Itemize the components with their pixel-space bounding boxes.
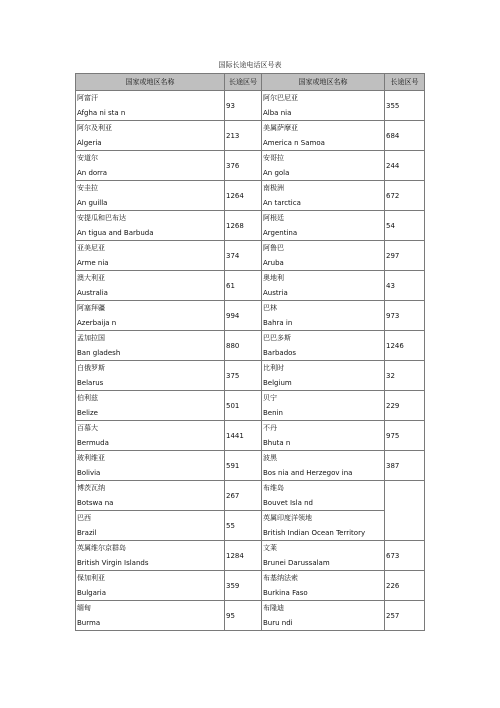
dialing-code: 374 — [225, 241, 262, 271]
dialing-code: 591 — [225, 451, 262, 481]
country-name-en: British Indian Ocean Territory — [263, 528, 366, 537]
dialing-code: 244 — [385, 151, 425, 181]
country-cell — [76, 601, 225, 631]
dialing-code: 973 — [385, 301, 425, 331]
country-cell — [76, 541, 225, 571]
country-name-en: Alba nia — [263, 108, 292, 117]
country-name-cn: 阿尔巴尼亚 — [263, 93, 298, 102]
dialing-code: 95 — [225, 601, 262, 631]
dialing-code: 684 — [385, 121, 425, 151]
country-name-en: Austria — [263, 288, 288, 297]
country-name-cn: 巴林 — [263, 303, 277, 312]
country-name-cn: 白俄罗斯 — [77, 363, 105, 372]
country-name-cn: 英属印度洋领地 — [263, 513, 312, 522]
dialing-code: 1284 — [225, 541, 262, 571]
table-row — [76, 421, 425, 451]
country-cell — [76, 391, 225, 421]
country-cell — [262, 421, 385, 451]
table-row — [76, 571, 425, 601]
country-name-en: Australia — [77, 288, 108, 297]
table-row — [76, 301, 425, 331]
country-name-cn: 孟加拉国 — [77, 333, 105, 342]
dialing-code: 355 — [385, 91, 425, 121]
header-country-right: 国家或地区名称 — [262, 74, 385, 91]
table-row — [76, 541, 425, 571]
table-row — [76, 121, 425, 151]
country-name-en: Bos nia and Herzegov ina — [263, 468, 353, 477]
country-cell — [76, 271, 225, 301]
country-name-en: Burma — [77, 618, 101, 627]
country-name-cn: 美属萨摩亚 — [263, 123, 298, 132]
country-name-en: Bhuta n — [263, 438, 291, 447]
country-name-cn: 巴巴多斯 — [263, 333, 291, 342]
dialing-code: 32 — [385, 361, 425, 391]
table-row — [76, 451, 425, 481]
country-cell — [262, 271, 385, 301]
country-name-cn: 文莱 — [263, 543, 277, 552]
country-name-en: Belarus — [77, 378, 104, 387]
table-title: 国际长途电话区号表 — [218, 61, 282, 69]
country-name-en: America n Samoa — [263, 138, 325, 147]
table-row — [76, 601, 425, 631]
country-name-cn: 安哥拉 — [263, 153, 284, 162]
country-name-cn: 澳大利亚 — [77, 273, 105, 282]
country-name-cn: 不丹 — [263, 423, 277, 432]
country-name-cn: 安提瓜和巴布达 — [77, 213, 126, 222]
country-name-cn: 缅甸 — [77, 603, 91, 612]
country-cell — [76, 301, 225, 331]
country-name-cn: 百慕大 — [77, 423, 98, 432]
country-cell — [262, 391, 385, 421]
dialing-code: 975 — [385, 421, 425, 451]
country-name-cn: 安道尔 — [77, 153, 98, 162]
country-name-cn: 玻利维亚 — [77, 453, 105, 462]
country-cell — [262, 331, 385, 361]
country-name-cn: 波黑 — [263, 453, 277, 462]
country-cell — [262, 451, 385, 481]
header-country-left: 国家或地区名称 — [76, 74, 225, 91]
country-name-cn: 博茨瓦纳 — [77, 483, 105, 492]
dialing-code: 93 — [225, 91, 262, 121]
dialing-code: 376 — [225, 151, 262, 181]
dialing-code: 673 — [385, 541, 425, 571]
country-name-cn: 阿鲁巴 — [263, 243, 284, 252]
dialing-code: 994 — [225, 301, 262, 331]
dialing-code: 1246 — [385, 331, 425, 361]
country-name-en: Brazil — [77, 528, 97, 537]
country-cell — [76, 361, 225, 391]
dialing-code: 229 — [385, 391, 425, 421]
header-code-right: 长途区号 — [385, 74, 425, 91]
country-name-en: An tarctica — [263, 198, 301, 207]
country-cell — [262, 361, 385, 391]
country-name-en: An tigua and Barbuda — [77, 228, 154, 237]
country-cell — [76, 481, 225, 511]
country-cell — [262, 91, 385, 121]
country-cell — [76, 211, 225, 241]
table-body — [76, 91, 425, 631]
country-name-cn: 巴西 — [77, 513, 91, 522]
country-name-en: An gola — [263, 168, 290, 177]
dialing-code: 501 — [225, 391, 262, 421]
country-name-en: Argentina — [263, 228, 298, 237]
country-name-cn: 贝宁 — [263, 393, 277, 402]
dialing-code: 55 — [225, 511, 262, 541]
dialing-code: 54 — [385, 211, 425, 241]
country-name-cn: 亚美尼亚 — [77, 243, 105, 252]
table-row — [76, 331, 425, 361]
country-name-cn: 比利时 — [263, 363, 284, 372]
country-name-cn: 南极洲 — [263, 183, 284, 192]
country-name-en: Brunei Darussalam — [263, 558, 330, 567]
country-name-en: Bahra in — [263, 318, 293, 327]
country-cell — [262, 181, 385, 211]
country-name-en: Bouvet Isla nd — [263, 498, 313, 507]
table-row — [76, 481, 425, 511]
dialing-code: 387 — [385, 451, 425, 481]
country-name-en: Algeria — [77, 138, 102, 147]
country-name-cn: 布维岛 — [263, 483, 284, 492]
table-row — [76, 361, 425, 391]
country-name-en: Botswa na — [77, 498, 114, 507]
dialing-code: 880 — [225, 331, 262, 361]
table-row — [76, 391, 425, 421]
dialing-code: 359 — [225, 571, 262, 601]
country-cell — [262, 541, 385, 571]
country-name-en: Belgium — [263, 378, 292, 387]
country-name-en: Burkina Faso — [263, 588, 308, 597]
country-name-cn: 保加利亚 — [77, 573, 105, 582]
country-cell — [262, 301, 385, 331]
dialing-code: 375 — [225, 361, 262, 391]
country-name-cn: 英属维尔京群岛 — [77, 543, 126, 552]
country-name-en: Arme nia — [77, 258, 109, 267]
country-name-cn: 布基纳法索 — [263, 573, 298, 582]
country-name-en: Azerbaija n — [77, 318, 117, 327]
country-name-en: Ban gladesh — [77, 348, 121, 357]
country-name-en: British Virgin Islands — [77, 558, 149, 567]
country-cell — [76, 511, 225, 541]
country-cell — [76, 421, 225, 451]
dialing-code-table — [75, 73, 425, 631]
table-row — [76, 511, 425, 541]
country-name-cn: 布隆迪 — [263, 603, 284, 612]
country-cell — [262, 511, 385, 541]
country-name-en: Benin — [263, 408, 283, 417]
country-name-en: An guilla — [77, 198, 108, 207]
header-row — [76, 74, 425, 91]
country-name-en: Afgha ni sta n — [77, 108, 126, 117]
dialing-code-empty — [385, 481, 425, 541]
country-cell — [76, 91, 225, 121]
country-name-en: Barbados — [263, 348, 297, 357]
table-row — [76, 181, 425, 211]
country-cell — [262, 601, 385, 631]
dialing-code: 213 — [225, 121, 262, 151]
country-cell — [76, 151, 225, 181]
dialing-code: 1264 — [225, 181, 262, 211]
table-row — [76, 241, 425, 271]
dialing-code: 267 — [225, 481, 262, 511]
country-cell — [76, 181, 225, 211]
country-name-cn: 阿根廷 — [263, 213, 284, 222]
table-row — [76, 271, 425, 301]
country-name-cn: 奥地利 — [263, 273, 284, 282]
dialing-code: 43 — [385, 271, 425, 301]
dialing-code: 297 — [385, 241, 425, 271]
country-name-en: Aruba — [263, 258, 284, 267]
table-row — [76, 151, 425, 181]
country-cell — [262, 151, 385, 181]
country-name-en: Bulgaria — [77, 588, 107, 597]
country-cell — [76, 241, 225, 271]
dialing-code: 226 — [385, 571, 425, 601]
country-name-en: Bermuda — [77, 438, 109, 447]
dialing-code: 1268 — [225, 211, 262, 241]
country-name-en: Belize — [77, 408, 98, 417]
country-cell — [76, 451, 225, 481]
country-cell — [76, 571, 225, 601]
country-cell — [262, 121, 385, 151]
country-name-cn: 阿塞拜疆 — [77, 303, 105, 312]
country-cell — [262, 571, 385, 601]
country-cell — [76, 121, 225, 151]
country-name-cn: 伯利兹 — [77, 393, 98, 402]
country-cell — [262, 481, 385, 511]
country-cell — [262, 211, 385, 241]
country-name-cn: 阿富汗 — [77, 93, 98, 102]
country-name-en: Buru ndi — [263, 618, 293, 627]
country-name-cn: 阿尔及利亚 — [77, 123, 112, 132]
country-name-en: An dorra — [77, 168, 108, 177]
dialing-code: 257 — [385, 601, 425, 631]
dialing-code: 1441 — [225, 421, 262, 451]
country-name-en: Bolivia — [77, 468, 101, 477]
dialing-code: 672 — [385, 181, 425, 211]
country-name-cn: 安圭拉 — [77, 183, 98, 192]
table-row — [76, 211, 425, 241]
country-cell — [262, 241, 385, 271]
table-row — [76, 91, 425, 121]
country-cell — [76, 331, 225, 361]
dialing-code: 61 — [225, 271, 262, 301]
header-code-left: 长途区号 — [225, 74, 262, 91]
